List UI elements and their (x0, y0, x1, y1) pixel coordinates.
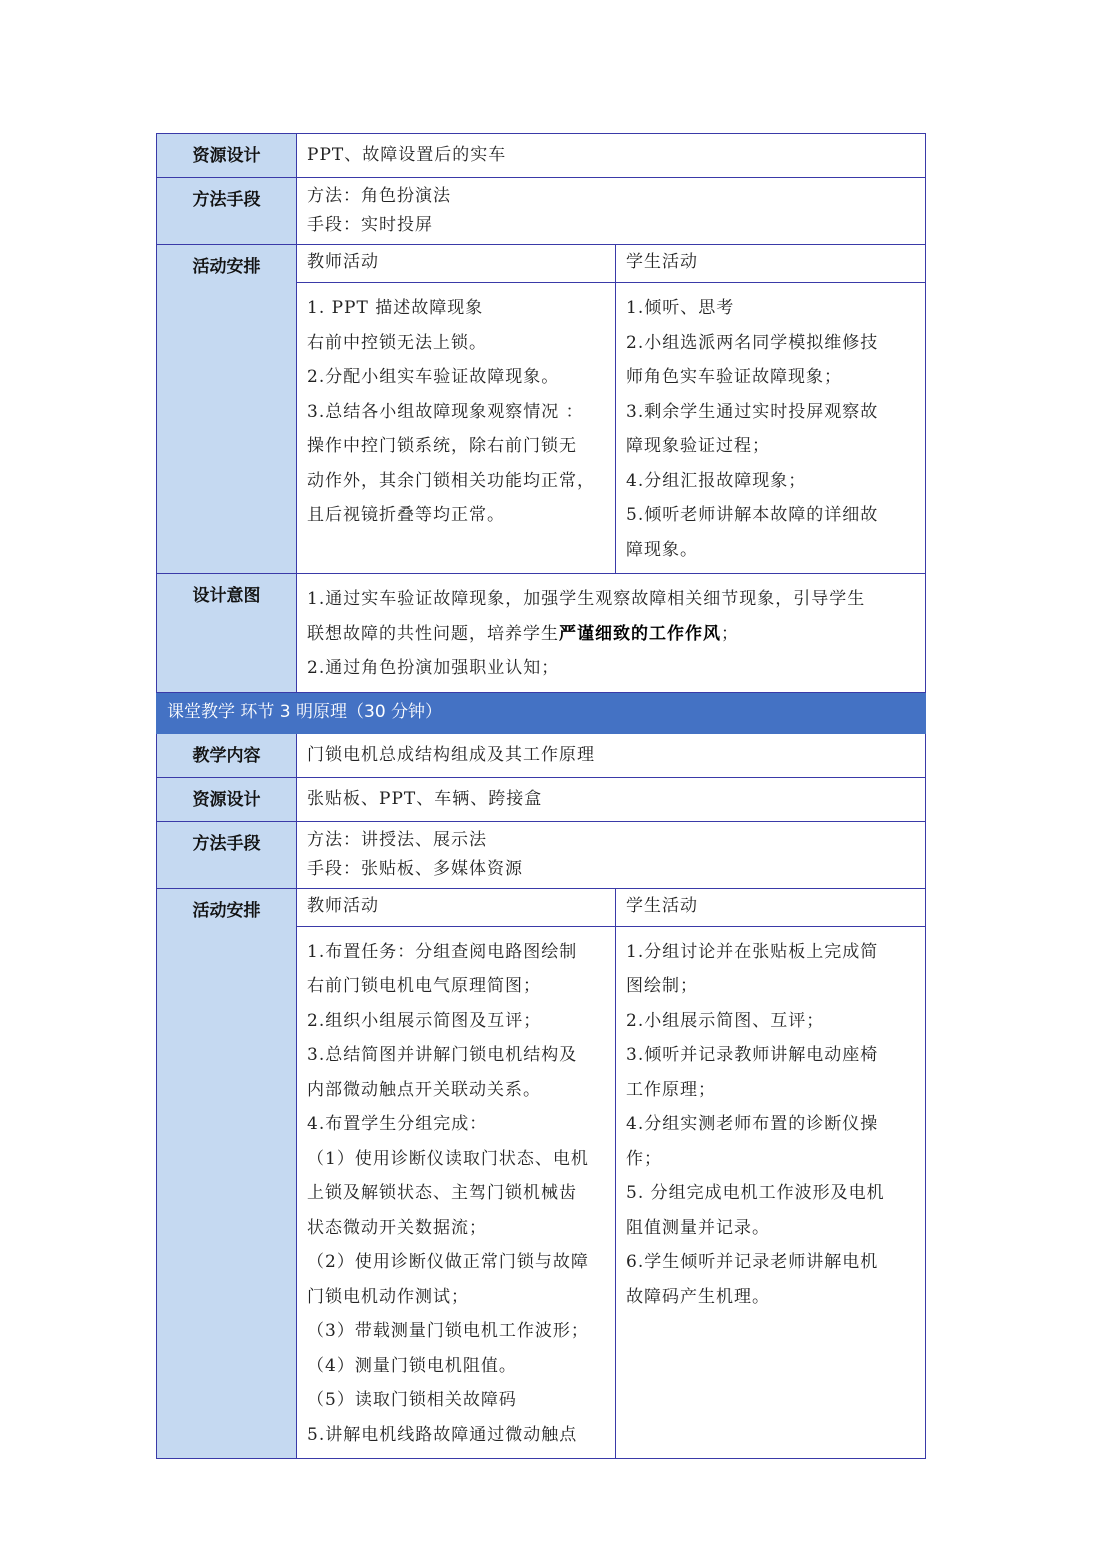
teacher-line: 状态微动开关数据流； (307, 1217, 487, 1238)
student-line: 障现象。 (626, 539, 698, 560)
lesson-plan-table (156, 133, 926, 1459)
label-activity-2: 活动安排 (157, 888, 297, 1459)
teacher-line: 门锁电机动作测试； (307, 1286, 469, 1307)
teacher-activity-body-2 (297, 926, 616, 1459)
intent-line-2-suffix: ； (721, 623, 739, 644)
student-line: 作； (626, 1148, 662, 1169)
teacher-line: （4）测量门锁电机阻值。 (307, 1355, 517, 1376)
design-intent-value (297, 574, 926, 693)
student-line: 师角色实车验证故障现象； (626, 367, 842, 387)
label-resource-design-2: 资源设计 (157, 777, 297, 821)
student-line: 2.小组选派两名同学模拟维修技 (626, 332, 879, 353)
row-teaching-content (157, 733, 926, 777)
student-line: 1.倾听、思考 (626, 298, 735, 318)
teacher-line: （2）使用诊断仪做正常门锁与故障 (307, 1252, 589, 1272)
label-design-intent: 设计意图 (157, 574, 297, 693)
student-activity-header-2: 学生活动 (616, 888, 926, 926)
student-line: 2.小组展示简图、互评； (626, 1010, 825, 1031)
teacher-line: 1. PPT 描述故障现象 (307, 298, 484, 318)
method-value-2 (297, 821, 926, 888)
teacher-activity-body (297, 283, 616, 574)
resource-design-value: PPT、故障设置后的实车 (297, 134, 926, 178)
method-line: 方法：角色扮演法 (307, 186, 451, 206)
intent-line-1: 1.通过实车验证故障现象，加强学生观察故障相关细节现象，引导学生 (307, 589, 866, 609)
student-activity-body (616, 283, 926, 574)
teacher-line: （5）读取门锁相关故障码 (307, 1390, 517, 1410)
teacher-line: 右前中控锁无法上锁。 (307, 332, 487, 353)
teaching-content-value: 门锁电机总成结构组成及其工作原理 (297, 733, 926, 777)
student-line: 4.分组汇报故障现象； (626, 470, 807, 491)
student-activity-body-2 (616, 926, 926, 1459)
teacher-line: 上锁及解锁状态、主驾门锁机械齿 (307, 1183, 577, 1203)
row-design-intent (157, 574, 926, 693)
student-line: 1.分组讨论并在张贴板上完成简 (626, 941, 879, 962)
student-line: 图绘制； (626, 976, 698, 996)
teacher-line: 右前门锁电机电气原理简图； (307, 976, 541, 996)
student-line: 5. 分组完成电机工作波形及电机 (626, 1183, 885, 1203)
teacher-line: 2.组织小组展示简图及互评； (307, 1010, 542, 1031)
row-method-2 (157, 821, 926, 888)
student-line: 工作原理； (626, 1079, 716, 1100)
resource-design-value-2: 张贴板、PPT、车辆、跨接盒 (297, 777, 926, 821)
row-section-header (157, 692, 926, 733)
teacher-line: 1.布置任务：分组查阅电路图绘制 (307, 941, 578, 962)
teacher-line: 2.分配小组实车验证故障现象。 (307, 367, 560, 387)
row-activity-header-2 (157, 888, 926, 926)
intent-emphasis: 严谨细致的工作作风 (559, 623, 721, 644)
label-resource-design: 资源设计 (157, 134, 297, 178)
teacher-activity-header: 教师活动 (297, 245, 616, 283)
student-line: 4.分组实测老师布置的诊断仪操 (626, 1114, 879, 1134)
teacher-line: （1）使用诊断仪读取门状态、电机 (307, 1148, 589, 1169)
teacher-line: 内部微动触点开关联动关系。 (307, 1079, 541, 1100)
means-line: 手段：实时投屏 (307, 215, 433, 235)
teacher-line: 3.总结简图并讲解门锁电机结构及 (307, 1045, 578, 1065)
student-line: 障现象验证过程； (626, 436, 770, 456)
label-method-2: 方法手段 (157, 821, 297, 888)
method-line-2: 方法：讲授法、展示法 (307, 829, 487, 850)
teacher-line: （3）带载测量门锁电机工作波形； (307, 1321, 589, 1341)
student-activity-header: 学生活动 (616, 245, 926, 283)
teacher-line: 3.总结各小组故障现象观察情况 ： (307, 401, 584, 422)
teacher-line: 且后视镜折叠等均正常。 (307, 505, 505, 525)
intent-line-3: 2.通过角色扮演加强职业认知； (307, 658, 560, 678)
student-line: 3.剩余学生通过实时投屏观察故 (626, 401, 879, 422)
student-line: 6.学生倾听并记录老师讲解电机 (626, 1252, 879, 1272)
section-header: 课堂教学 环节 3 明原理（30 分钟） (157, 692, 926, 733)
student-line: 故障码产生机理。 (626, 1286, 770, 1307)
student-line: 阻值测量并记录。 (626, 1217, 770, 1238)
teacher-line: 4.布置学生分组完成： (307, 1114, 488, 1134)
row-resource-design-1 (157, 134, 926, 178)
teacher-line: 5.讲解电机线路故障通过微动触点 (307, 1424, 578, 1445)
student-line: 5.倾听老师讲解本故障的详细故 (626, 505, 879, 525)
student-line: 3.倾听并记录教师讲解电动座椅 (626, 1045, 879, 1065)
teacher-activity-header-2: 教师活动 (297, 888, 616, 926)
row-resource-design-2 (157, 777, 926, 821)
label-activity: 活动安排 (157, 245, 297, 574)
label-teaching-content: 教学内容 (157, 733, 297, 777)
row-activity-header-1 (157, 245, 926, 283)
teacher-line: 操作中控门锁系统，除右前门锁无 (307, 436, 577, 456)
method-value (297, 178, 926, 245)
label-method: 方法手段 (157, 178, 297, 245)
intent-line-2-prefix: 联想故障的共性问题，培养学生 (307, 623, 559, 644)
row-method-1 (157, 178, 926, 245)
teacher-line: 动作外，其余门锁相关功能均正常， (307, 470, 595, 491)
intent-line-2 (307, 617, 915, 652)
means-line-2: 手段：张贴板、多媒体资源 (307, 858, 523, 879)
